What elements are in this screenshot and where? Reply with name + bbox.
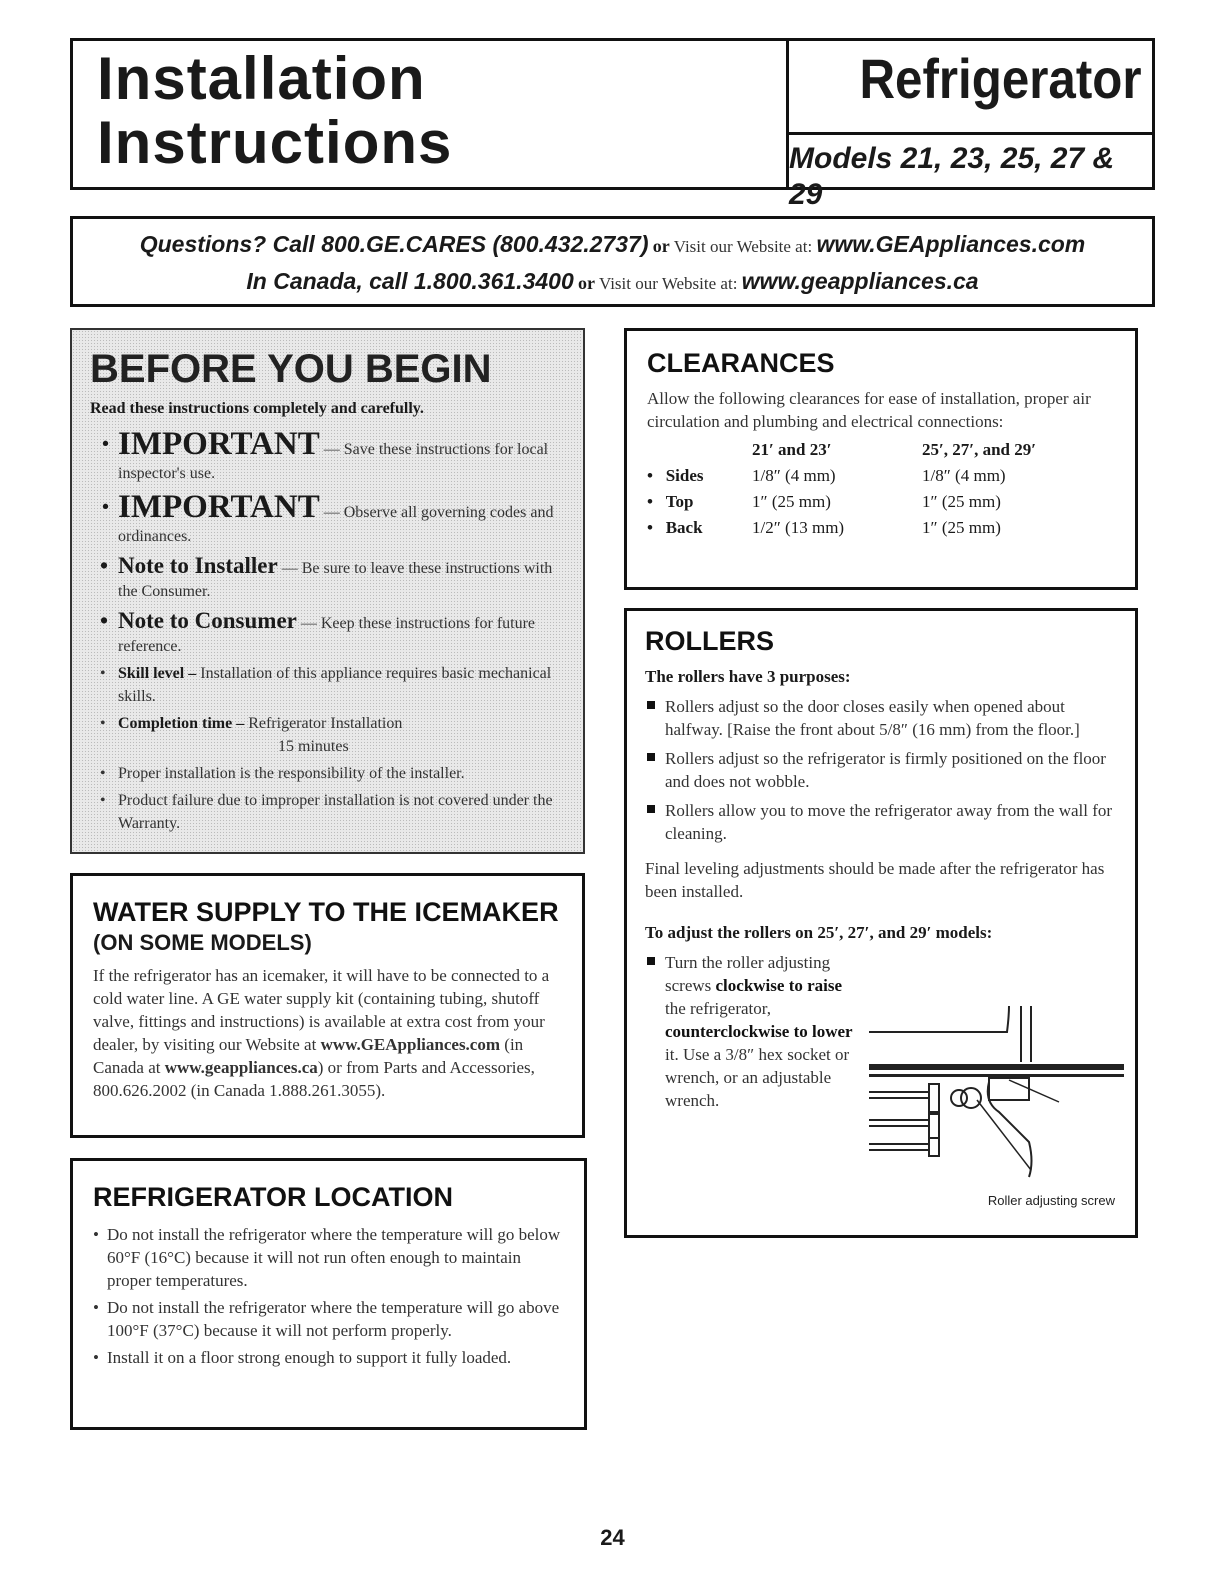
water-text: ) or from Parts and Accessories, 800.626.2002 (in Canada 1.888.261.3055).	[93, 1058, 535, 1100]
table-header: 21′ and 23′	[752, 440, 832, 459]
header-title-area	[73, 41, 789, 187]
important-text: — Observe all governing codes and ordinances.	[118, 504, 554, 545]
important-label: IMPORTANT	[118, 426, 320, 462]
bullet-dot: ·	[100, 426, 112, 462]
row-label: Back	[665, 518, 703, 537]
bullet-dot: •	[93, 1225, 99, 1244]
list-item	[645, 695, 1123, 741]
table-cell	[647, 437, 752, 463]
water-heading: WATER SUPPLY TO THE ICEMAKER	[93, 897, 559, 927]
bullet-dot: •	[93, 1298, 99, 1317]
water-canada-link[interactable]: www.geappliances.ca	[164, 1058, 318, 1077]
instruction-text: Turn the roller adjusting screws	[665, 953, 831, 995]
row-label: Sides	[665, 466, 704, 485]
rollers-adjust-instructions	[645, 951, 855, 1112]
contact-box	[70, 216, 1155, 307]
important-save-item	[90, 426, 569, 485]
completion-duration: 15 minutes	[278, 738, 349, 755]
bullet-dot: •	[93, 1348, 99, 1367]
models-label: Models 21, 23, 25, 27 & 29	[789, 142, 1115, 211]
contact-line-canada	[73, 264, 1152, 301]
instruction-text: the refrigerator,	[665, 999, 771, 1018]
skill-level-item	[90, 662, 569, 708]
important-text: — Save these instructions for local inspector's use.	[118, 441, 549, 482]
water-text: If the refrigerator has an icemaker, it will have to be connected to a cold water line. A GE water supply kit (containing tubing, shutoff valve, fittings and instructions) is available at extra cost from your dealer, by visiting our Website at	[93, 966, 550, 1054]
list-item	[93, 1346, 568, 1369]
row-label: Top	[665, 492, 694, 511]
list-item-text: Install it on a floor strong enough to support it fully loaded.	[107, 1348, 512, 1367]
title-line-1: Installation	[97, 45, 426, 112]
clearances-box	[624, 328, 1138, 590]
rollers-adjust-heading: To adjust the rollers on 25′, 27′, and 29′ models:	[645, 923, 993, 942]
note-label: Note to Installer	[118, 553, 278, 578]
proper-text: Proper installation is the responsibility of the installer.	[118, 765, 465, 782]
visit-text: Visit our Website at:	[598, 274, 738, 293]
location-box	[70, 1158, 587, 1430]
water-website-link[interactable]: www.GEAppliances.com	[320, 1035, 501, 1054]
important-observe-item	[90, 489, 569, 548]
water-body	[93, 964, 566, 1102]
table-cell: 1/8″ (4 mm)	[752, 466, 836, 485]
contact-line-us	[73, 227, 1152, 264]
square-bullet-icon	[647, 753, 655, 761]
list-item	[93, 1223, 568, 1292]
header-divider	[789, 132, 1152, 135]
clearances-heading: CLEARANCES	[647, 348, 835, 378]
table-row	[647, 515, 1036, 541]
canada-phone: In Canada, call 1.800.361.3400	[246, 268, 574, 294]
bullet-dot: •	[100, 608, 109, 633]
canada-website-link[interactable]: www.geappliances.ca	[741, 268, 979, 294]
skill-text: Installation of this appliance requires basic mechanical skills.	[118, 665, 552, 705]
figure-caption: Roller adjusting screw	[987, 1193, 1115, 1208]
water-subheading: (ON SOME MODELS)	[93, 930, 312, 955]
bullet-dot: •	[100, 765, 106, 782]
list-item-text: Rollers allow you to move the refrigerator away from the wall for cleaning.	[665, 801, 1113, 843]
list-item-text: Do not install the refrigerator where the temperature will go above 100°F (37°C) because it will not perform properly.	[107, 1298, 560, 1340]
clearances-table	[647, 437, 1036, 541]
table-cell: 1″ (25 mm)	[752, 492, 831, 511]
list-item-text: Rollers adjust so the door closes easily when opened about halfway. [Raise the front about 5/8″ (16 mm) from the floor.]	[665, 697, 1080, 739]
rollers-lead: The rollers have 3 purposes:	[645, 667, 851, 686]
list-item-text: Rollers adjust so the refrigerator is firmly positioned on the floor and does not wobble.	[665, 749, 1106, 791]
or-text: or	[577, 273, 595, 293]
table-cell: • Back	[647, 518, 703, 537]
completion-time-item	[90, 712, 569, 758]
note-consumer-item	[90, 607, 569, 658]
bullet-dot: •	[100, 665, 106, 682]
note-installer-item	[90, 552, 569, 603]
table-header-row	[647, 437, 1036, 463]
clockwise-text: clockwise to raise	[715, 976, 843, 995]
failure-text: Product failure due to improper installation is not covered under the Warranty.	[118, 792, 553, 832]
list-item	[93, 1296, 568, 1342]
table-row	[647, 489, 1036, 515]
square-bullet-icon	[647, 957, 655, 965]
skill-label: Skill level –	[118, 665, 197, 682]
visit-text: Visit our Website at:	[673, 237, 813, 256]
us-website-link[interactable]: www.GEAppliances.com	[816, 231, 1086, 257]
rollers-heading: ROLLERS	[645, 626, 775, 656]
table-cell: • Top	[647, 492, 694, 511]
water-text: (in Canada at	[93, 1035, 524, 1077]
note-label: Note to Consumer	[118, 608, 297, 633]
list-item-text: Do not install the refrigerator where the temperature will go below 60°F (16°C) because it will not run often enough to maintain proper temperatures.	[107, 1225, 561, 1290]
list-item	[645, 799, 1123, 845]
note-text: — Be sure to leave these instructions with the Consumer.	[118, 560, 553, 600]
completion-text: Refrigerator Installation	[248, 715, 403, 732]
roller-diagram	[859, 1002, 1129, 1212]
location-list	[93, 1223, 568, 1369]
table-cell: 1″ (25 mm)	[922, 518, 1001, 537]
square-bullet-icon	[647, 805, 655, 813]
list-item	[645, 747, 1123, 793]
rollers-final-note: Final leveling adjustments should be made after the refrigerator has been installed.	[645, 859, 1105, 901]
bullet-dot: •	[100, 715, 106, 732]
before-you-begin-box	[70, 328, 585, 854]
instruction-text: it. Use a 3/8″ hex socket or wrench, or an adjustable wrench.	[665, 1045, 850, 1110]
bullet-dot: ·	[100, 489, 112, 525]
important-label: IMPORTANT	[118, 489, 320, 525]
bullet-dot: •	[100, 792, 106, 809]
bullet-dot: •	[100, 553, 109, 578]
table-cell: 1″ (25 mm)	[922, 492, 1001, 511]
product-name: Refrigerator	[859, 47, 1142, 110]
header-box	[70, 38, 1155, 211]
water-supply-box	[70, 873, 585, 1138]
table-cell: 1/2″ (13 mm)	[752, 518, 845, 537]
location-heading: REFRIGERATOR LOCATION	[93, 1182, 453, 1212]
completion-label: Completion time –	[118, 715, 245, 732]
rollers-list	[645, 695, 1123, 903]
table-header: 25′, 27′, and 29′	[922, 440, 1037, 459]
or-text: or	[652, 236, 670, 256]
note-text: — Keep these instructions for future reference.	[118, 615, 536, 655]
table-cell: • Sides	[647, 466, 704, 485]
table-cell: 1/8″ (4 mm)	[922, 466, 1006, 485]
square-bullet-icon	[647, 701, 655, 709]
title-line-2: Instructions	[97, 109, 453, 176]
before-heading: BEFORE YOU BEGIN	[90, 347, 492, 391]
table-row	[647, 463, 1036, 489]
page-number: 24	[600, 1525, 625, 1550]
roller-illustration-icon	[859, 1002, 1129, 1192]
clearances-intro: Allow the following clearances for ease of installation, proper air circulation and plumbing and electrical connections:	[647, 389, 1091, 431]
counterclockwise-text: counterclockwise to lower	[665, 1022, 853, 1041]
rollers-box	[624, 608, 1138, 1238]
us-phone: Questions? Call 800.GE.CARES (800.432.2737)	[139, 231, 649, 257]
header-product-area	[789, 41, 1152, 211]
product-failure-item	[90, 789, 569, 835]
document-title	[97, 47, 452, 175]
before-lead: Read these instructions completely and carefully.	[90, 400, 424, 417]
proper-installation-item	[90, 762, 569, 785]
